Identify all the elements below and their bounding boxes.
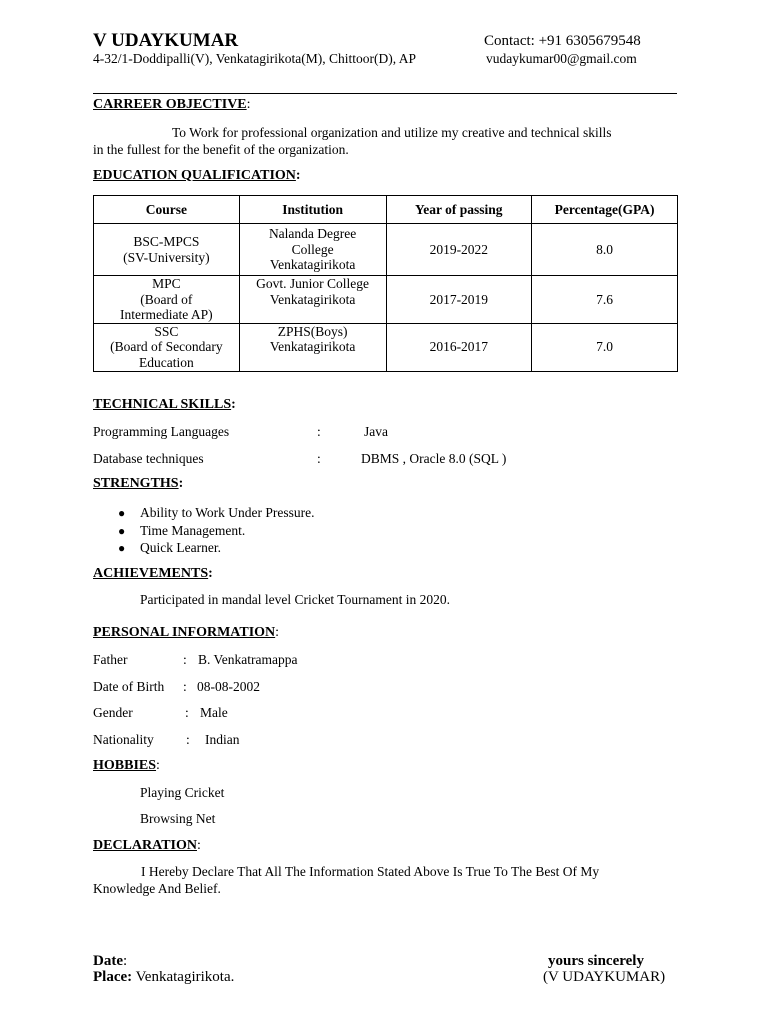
year-cell: 2016-2017	[386, 323, 532, 371]
objective-line-1: To Work for professional organization and utilize my creative and technical skills	[172, 125, 612, 140]
list-item-text: Quick Learner.	[140, 540, 221, 555]
header-divider	[93, 93, 677, 94]
column-header-percentage: Percentage(GPA)	[532, 196, 678, 224]
bullet-icon: ●	[118, 541, 126, 555]
skills-heading: TECHNICAL SKILLS:	[93, 397, 236, 412]
cell-line: College	[291, 241, 334, 257]
personal-label: Father	[93, 652, 128, 667]
declaration-heading: DECLARATION:	[93, 838, 201, 853]
skill-label: Programming Languages	[93, 424, 230, 439]
candidate-name: V UDAYKUMAR	[93, 30, 239, 51]
skill-value: DBMS , Oracle 8.0 (SQL )	[361, 451, 507, 466]
strengths-list	[118, 504, 315, 557]
column-header-course: Course	[94, 196, 240, 224]
skill-separator: :	[317, 451, 321, 466]
cell-line: Govt. Junior College	[256, 276, 370, 291]
table-header-row	[94, 196, 678, 224]
education-heading-text: EDUCATION QUALIFICATION	[93, 168, 296, 183]
skills-heading-text: TECHNICAL SKILLS	[93, 397, 232, 412]
personal-label: Gender	[93, 705, 133, 720]
institution-cell	[239, 323, 386, 371]
course-cell	[94, 224, 240, 276]
course-cell	[94, 276, 240, 324]
list-item	[118, 504, 315, 522]
objective-heading: CARREER OBJECTIVE:	[93, 97, 251, 112]
objective-heading-text: CARREER OBJECTIVE	[93, 97, 247, 112]
cell-line: (SV-University)	[123, 249, 210, 265]
course-cell	[94, 323, 240, 371]
personal-heading-text: PERSONAL INFORMATION	[93, 625, 276, 640]
hobbies-heading: HOBBIES:	[93, 758, 160, 773]
place-value: Venkatagirikota.	[135, 969, 235, 985]
contact-email: vudaykumar00@gmail.com	[486, 51, 637, 66]
cell-line: SSC	[154, 323, 179, 339]
year-cell: 2019-2022	[386, 224, 532, 276]
cell-line: (Board of	[140, 291, 193, 307]
date-field: Date:	[93, 953, 128, 969]
list-item	[118, 539, 315, 557]
personal-value: 08-08-2002	[197, 679, 260, 694]
gpa-cell: 8.0	[532, 224, 678, 276]
achievement-text: Participated in mandal level Cricket Tournament in 2020.	[140, 592, 450, 607]
education-table	[93, 195, 678, 372]
closing-text: yours sincerely	[548, 953, 644, 969]
personal-value: Male	[200, 705, 228, 720]
strengths-heading: STRENGTHS:	[93, 476, 184, 491]
institution-cell	[239, 224, 386, 276]
column-header-institution: Institution	[239, 196, 386, 224]
personal-separator: :	[183, 679, 187, 694]
personal-separator: :	[185, 705, 189, 720]
cell-line: ZPHS(Boys)	[277, 323, 348, 339]
table-row	[94, 276, 678, 324]
hobby-item: Browsing Net	[140, 811, 216, 826]
skill-label: Database techniques	[93, 451, 204, 466]
personal-separator: :	[183, 652, 187, 667]
personal-value: Indian	[205, 732, 240, 747]
hobby-item: Playing Cricket	[140, 785, 225, 800]
place-field: Place: Venkatagirikota.	[93, 969, 235, 985]
signature-name: (V UDAYKUMAR)	[543, 969, 666, 985]
cell-line: Venkatagirikota	[269, 339, 356, 354]
cell-line: Venkatagirikota	[269, 291, 356, 307]
contact-phone: Contact: +91 6305679548	[484, 33, 641, 49]
cell-line: Intermediate AP)	[120, 307, 213, 322]
institution-cell	[239, 276, 386, 324]
column-header-year: Year of passing	[386, 196, 532, 224]
education-heading: EDUCATION QUALIFICATION:	[93, 168, 301, 183]
bullet-icon: ●	[118, 523, 126, 538]
declaration-line-2: Knowledge And Belief.	[93, 881, 221, 896]
bullet-icon: ●	[118, 506, 126, 520]
cell-line: Venkatagirikota	[269, 257, 356, 273]
year-cell: 2017-2019	[386, 276, 532, 324]
personal-value: B. Venkatramappa	[198, 652, 298, 667]
table-row	[94, 224, 678, 276]
gpa-cell: 7.0	[532, 323, 678, 371]
skill-separator: :	[317, 424, 321, 439]
gpa-cell: 7.6	[532, 276, 678, 324]
achievements-heading: ACHIEVEMENTS:	[93, 566, 213, 581]
list-item-text: Ability to Work Under Pressure.	[140, 505, 315, 520]
table-row	[94, 323, 678, 371]
place-label: Place	[93, 969, 128, 985]
cell-line: Nalanda Degree	[268, 226, 357, 242]
personal-label: Date of Birth	[93, 679, 165, 694]
cell-line: Education	[138, 354, 194, 370]
personal-separator: :	[186, 732, 190, 747]
address: 4-32/1-Doddipalli(V), Venkatagirikota(M), Chittoor(D), AP	[93, 51, 416, 66]
cell-line: (Board of Secondary	[110, 339, 223, 355]
hobbies-heading-text: HOBBIES	[93, 758, 157, 773]
list-item-text: Time Management.	[140, 522, 246, 538]
cell-line: BSC-MPCS	[133, 234, 200, 249]
personal-label: Nationality	[93, 732, 154, 747]
achievements-heading-text: ACHIEVEMENTS	[93, 566, 209, 581]
declaration-heading-text: DECLARATION	[93, 838, 197, 853]
cell-line: MPC	[152, 276, 181, 291]
list-item	[118, 522, 315, 540]
personal-heading: PERSONAL INFORMATION:	[93, 625, 280, 640]
skill-value: Java	[364, 424, 388, 439]
date-label: Date	[93, 953, 123, 969]
strengths-heading-text: STRENGTHS	[93, 476, 179, 491]
declaration-line-1: I Hereby Declare That All The Information Stated Above Is True To The Best Of My	[141, 864, 600, 879]
objective-line-2: in the fullest for the benefit of the organization.	[93, 142, 349, 157]
